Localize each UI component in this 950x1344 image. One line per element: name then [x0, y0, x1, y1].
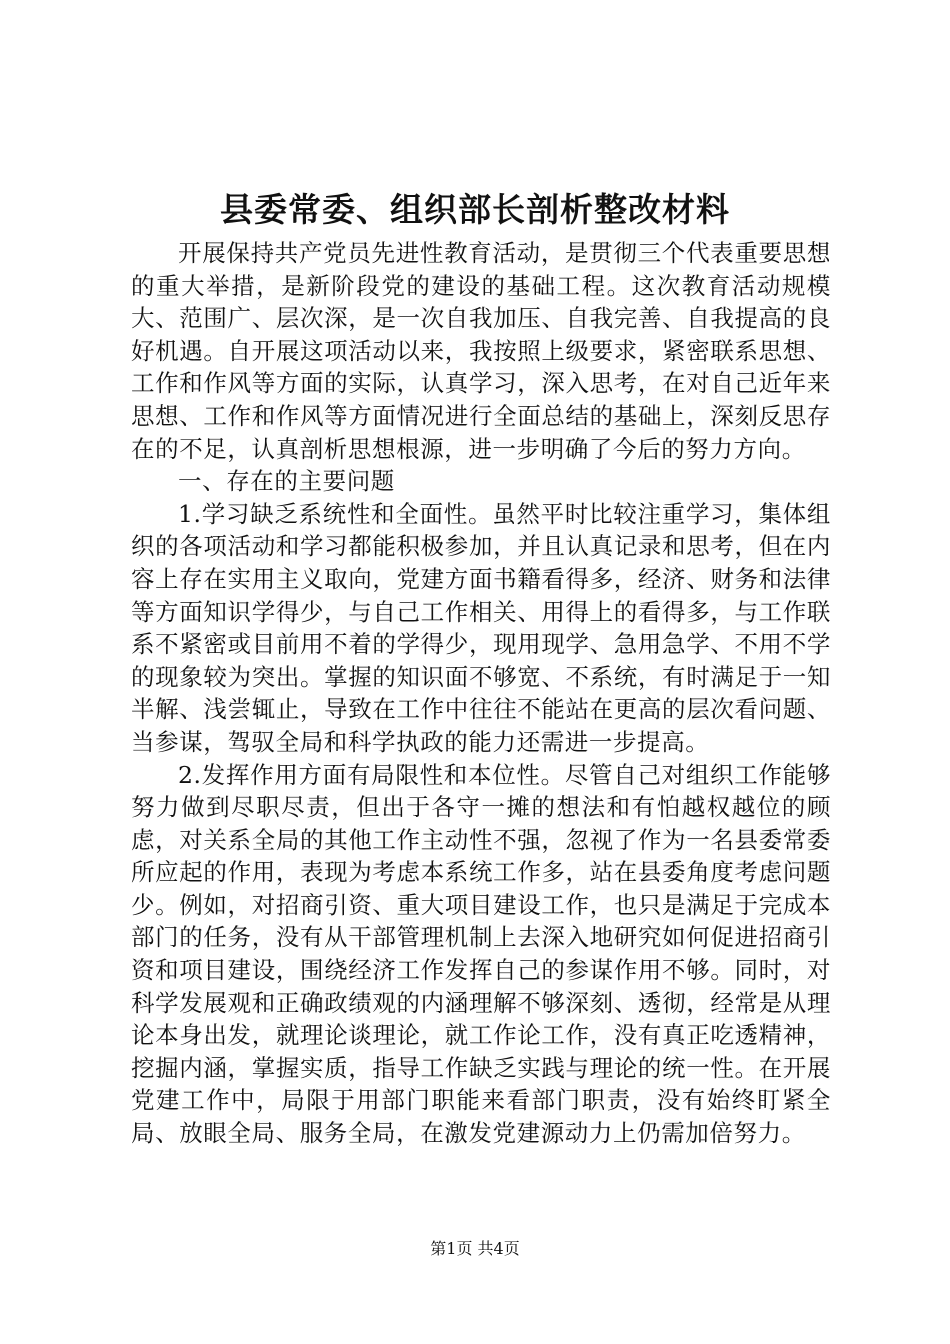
document-body: [131, 237, 831, 1150]
paragraph-issue-2: 2.发挥作用方面有局限性和本位性。尽管自己对组织工作能够努力做到尽职尽责，但出于各守一摊的想法和有怕越权越位的顾虑，对关系全局的其他工作主动性不强，忽视了作为一名县委常委所应起的作用，表现为考虑本系统工作多，站在县委角度考虑问题少。例如，对招商引资、重大项目建设工作，也只是满足于完成本部门的任务，没有从干部管理机制上去深入地研究如何促进招商引资和项目建设，围绕经济工作发挥自己的参谋作用不够。同时，对科学发展观和正确政绩观的内涵理解不够深刻、透彻，经常是从理论本身出发，就理论谈理论，就工作论工作，没有真正吃透精神，挖掘内涵，掌握实质，指导工作缺乏实践与理论的统一性。在开展党建工作中，局限于用部门职能来看部门职责，没有始终盯紧全局、放眼全局、服务全局，在激发党建源动力上仍需加倍努力。: [131, 760, 831, 1148]
paragraph-issue-1: 1.学习缺乏系统性和全面性。虽然平时比较注重学习，集体组织的各项活动和学习都能积极参加，并且认真记录和思考，但在内容上存在实用主义取向，党建方面书籍看得多，经济、财务和法律等方面知识学得少，与自己工作相关、用得上的看得多，与工作联系不紧密或目前用不着的学得少，现用现学、急用急学、不用不学的现象较为突出。掌握的知识面不够宽、不系统，有时满足于一知半解、浅尝辄止，导致在工作中往往不能站在更高的层次看问题、当参谋，驾驭全局和科学执政的能力还需进一步提高。: [131, 499, 831, 756]
section-heading: 一、存在的主要问题: [178, 467, 395, 496]
paragraph-intro: 开展保持共产党员先进性教育活动，是贯彻三个代表重要思想的重大举措，是新阶段党的建设的基础工程。这次教育活动规模大、范围广、层次深，是一次自我加压、自我完善、自我提高的良好机遇。自开展这项活动以来，我按照上级要求，紧密联系思想、工作和作风等方面的实际，认真学习，深入思考，在对自己近年来思想、工作和作风等方面情况进行全面总结的基础上，深刻反思存在的不足，认真剖析思想根源，进一步明确了今后的努力方向。: [131, 239, 831, 463]
document-title: 县委常委、组织部长剖析整改材料: [220, 190, 730, 229]
page-number: 第1页 共4页: [430, 1239, 520, 1258]
